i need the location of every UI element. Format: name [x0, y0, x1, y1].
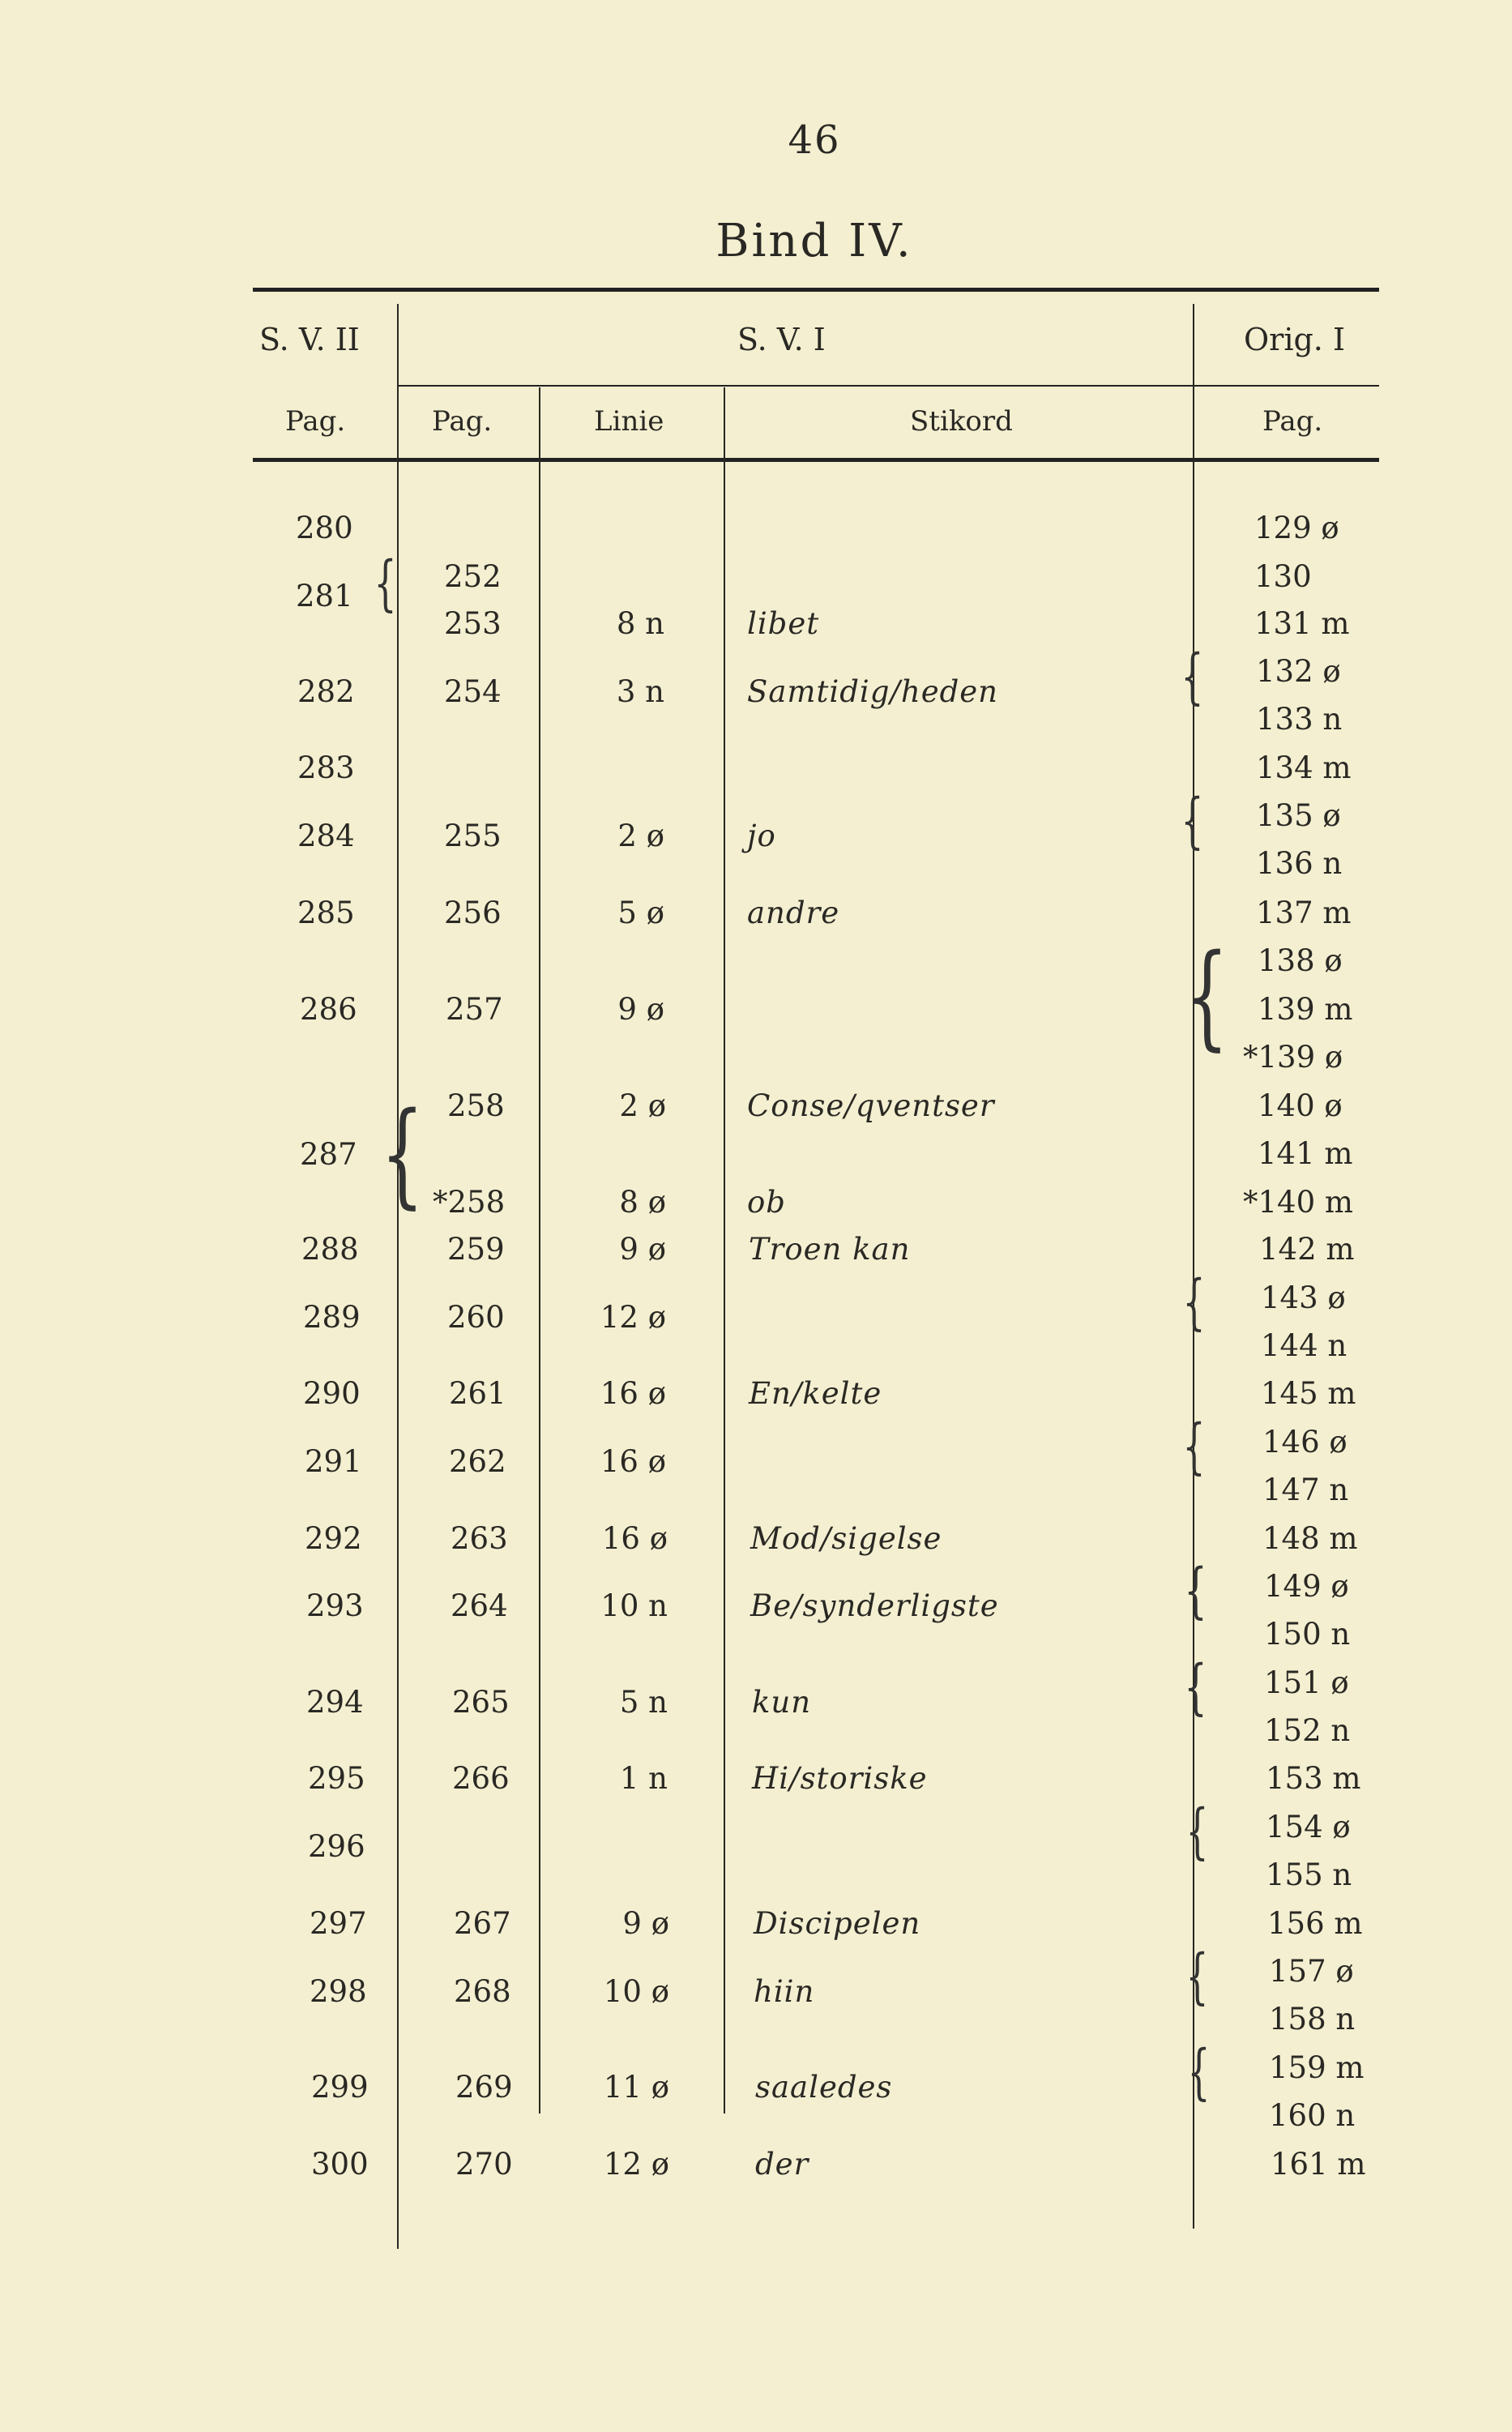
header-divider [397, 385, 1379, 387]
column-divider-sv2 [397, 304, 399, 2249]
orig-pag-cell: 131 m [1254, 606, 1350, 641]
orig-pag-cell: 129 ø [1254, 511, 1339, 545]
sv1-pag-cell: 267 [454, 1906, 511, 1941]
sv2-pag-cell: 285 [297, 895, 355, 930]
linie-cell: 3 n [616, 674, 664, 709]
sv2-pag-cell: 283 [297, 750, 355, 785]
linie-cell: 9 ø [619, 1232, 666, 1267]
linie-cell: 9 ø [617, 992, 664, 1027]
sv2-pag-cell: 290 [303, 1376, 361, 1411]
linie-cell: 8 n [616, 606, 664, 641]
sv1-pag-cell: 253 [444, 606, 502, 641]
brace-orig-154: { [1185, 1797, 1209, 1866]
stikord-cell: Samtidig/heden [747, 674, 998, 709]
orig-pag-cell: 140 ø [1258, 1088, 1343, 1123]
brace-281: { [374, 549, 397, 618]
header-orig: Orig. I [1244, 322, 1345, 357]
sv1-pag-cell: 268 [454, 1974, 511, 2009]
orig-pag-cell: 145 m [1261, 1376, 1356, 1411]
sv2-pag-cell: 294 [306, 1685, 364, 1720]
brace-orig-138: { [1185, 930, 1229, 1062]
orig-pag-cell: 143 ø [1261, 1280, 1346, 1315]
sv1-pag-cell: 265 [452, 1685, 510, 1720]
sv1-pag-cell: 252 [444, 559, 502, 594]
stikord-cell: saaledes [755, 2070, 893, 2105]
orig-pag-cell: 149 ø [1264, 1569, 1349, 1604]
linie-cell: 11 ø [603, 2070, 669, 2105]
header-sv2: S. V. II [259, 322, 360, 357]
orig-pag-cell: 154 ø [1266, 1810, 1351, 1844]
sv1-pag-cell: 258 [447, 1088, 505, 1123]
stikord-cell: En/kelte [749, 1376, 882, 1411]
sv2-pag-cell: 292 [305, 1521, 362, 1556]
orig-pag-cell: 147 n [1262, 1472, 1349, 1507]
linie-cell: 5 ø [617, 895, 664, 930]
orig-pag-cell: 139 m [1258, 992, 1353, 1027]
brace-orig-132: { [1181, 642, 1204, 712]
linie-cell: 16 ø [600, 1376, 666, 1411]
orig-pag-cell: 141 m [1258, 1136, 1353, 1171]
page-number: 46 [788, 118, 841, 163]
orig-pag-cell: 150 n [1264, 1617, 1351, 1652]
orig-pag-cell: 144 n [1261, 1328, 1348, 1363]
sv2-pag-cell: 296 [308, 1829, 365, 1864]
orig-pag-cell: 133 n [1256, 702, 1343, 737]
orig-pag-cell: 146 ø [1262, 1425, 1348, 1460]
brace-orig-143: { [1182, 1267, 1206, 1337]
sv1-pag-cell: 257 [446, 992, 503, 1027]
sv1-pag-cell: 261 [449, 1376, 506, 1411]
orig-pag-cell: 148 m [1262, 1521, 1358, 1556]
column-divider-pag-linie [539, 387, 540, 2114]
orig-pag-cell: 153 m [1266, 1761, 1361, 1796]
header-bottom-rule [253, 458, 1379, 462]
subheader-sv2-pag: Pag. [285, 405, 346, 438]
sv1-pag-cell: 264 [451, 1588, 508, 1623]
orig-pag-cell: *139 ø [1243, 1040, 1343, 1075]
orig-pag-cell: 152 n [1264, 1713, 1351, 1748]
linie-cell: 12 ø [600, 1300, 666, 1335]
linie-cell: 2 ø [617, 819, 664, 853]
stikord-cell: libet [747, 606, 820, 641]
sv2-pag-cell: 295 [308, 1761, 365, 1796]
linie-cell: 5 n [619, 1685, 668, 1720]
column-divider-orig [1193, 304, 1194, 2229]
sv2-pag-cell: 282 [297, 674, 355, 709]
orig-pag-cell: 135 ø [1256, 798, 1341, 833]
linie-cell: 10 n [600, 1588, 668, 1623]
sv2-pag-cell: 289 [303, 1300, 361, 1335]
sv1-pag-cell: 266 [452, 1761, 510, 1796]
brace-orig-159: { [1187, 2037, 1211, 2107]
orig-pag-cell: 136 n [1256, 846, 1343, 881]
sv2-pag-cell: 284 [297, 819, 355, 853]
stikord-cell: Hi/storiske [752, 1761, 928, 1796]
top-rule [253, 288, 1379, 292]
sv2-pag-cell: 288 [301, 1232, 359, 1267]
orig-pag-cell: 132 ø [1256, 654, 1341, 689]
orig-pag-cell: 130 [1254, 559, 1312, 594]
sv1-pag-cell: 255 [444, 819, 502, 853]
sv2-pag-cell: 287 [300, 1137, 357, 1172]
sv1-pag-cell: 262 [449, 1444, 506, 1479]
orig-pag-cell: 158 n [1269, 2002, 1356, 2037]
subheader-stikord: Stikord [910, 405, 1013, 438]
sv2-pag-cell: 281 [296, 579, 353, 613]
linie-cell: 12 ø [603, 2147, 669, 2182]
stikord-cell: kun [752, 1685, 812, 1720]
linie-cell: 8 ø [619, 1185, 666, 1220]
sv2-pag-cell: 293 [306, 1588, 364, 1623]
volume-title: Bind IV. [715, 215, 913, 267]
sv1-pag-cell: 270 [455, 2147, 513, 2182]
orig-pag-cell: 161 m [1271, 2147, 1366, 2182]
subheader-sv1-pag: Pag. [432, 405, 493, 438]
sv2-pag-cell: 298 [310, 1974, 367, 2009]
sv1-pag-cell: *258 [433, 1185, 506, 1220]
orig-pag-cell: 155 n [1266, 1857, 1352, 1892]
linie-cell: 9 ø [622, 1906, 669, 1941]
sv2-pag-cell: 299 [311, 2070, 369, 2105]
orig-pag-cell: 159 m [1269, 2050, 1365, 2085]
stikord-cell: jo [747, 819, 776, 853]
orig-pag-cell: 137 m [1256, 895, 1352, 930]
orig-pag-cell: 156 m [1267, 1906, 1363, 1941]
brace-orig-151: { [1184, 1652, 1207, 1722]
orig-pag-cell: 142 m [1259, 1232, 1355, 1267]
orig-pag-cell: 138 ø [1258, 943, 1343, 978]
stikord-cell: Discipelen [754, 1906, 921, 1941]
stikord-cell: ob [747, 1185, 786, 1220]
linie-cell: 1 n [619, 1761, 668, 1796]
sv2-pag-cell: 300 [311, 2147, 369, 2182]
header-sv1: S. V. I [737, 322, 826, 357]
orig-pag-cell: 151 ø [1264, 1665, 1349, 1700]
linie-cell: 16 ø [601, 1521, 668, 1556]
brace-orig-135: { [1181, 786, 1204, 856]
orig-pag-cell: 157 ø [1269, 1954, 1354, 1989]
linie-cell: 10 ø [603, 1974, 669, 2009]
stikord-cell: Troen kan [749, 1232, 911, 1267]
sv2-pag-cell: 291 [305, 1444, 362, 1479]
stikord-cell: hiin [754, 1974, 815, 2009]
stikord-cell: andre [747, 895, 840, 930]
orig-pag-cell: 134 m [1256, 750, 1352, 785]
stikord-cell: Mod/sigelse [750, 1521, 942, 1556]
sv1-pag-cell: 259 [447, 1232, 505, 1267]
sv1-pag-cell: 254 [444, 674, 502, 709]
sv2-pag-cell: 280 [296, 511, 353, 545]
stikord-cell: Conse/qventser [747, 1088, 995, 1123]
brace-orig-157: { [1185, 1942, 1209, 2011]
linie-cell: 2 ø [619, 1088, 666, 1123]
brace-orig-146: { [1182, 1412, 1206, 1481]
stikord-cell: Be/synderligste [750, 1588, 999, 1623]
column-divider-linie-stikord [724, 387, 725, 2114]
subheader-linie: Linie [594, 405, 664, 438]
stikord-cell: der [755, 2147, 809, 2182]
brace-orig-149: { [1184, 1556, 1207, 1626]
subheader-orig-pag: Pag. [1262, 405, 1323, 438]
sv1-pag-cell: 269 [455, 2070, 513, 2105]
orig-pag-cell: *140 m [1243, 1185, 1353, 1220]
sv2-pag-cell: 286 [300, 992, 357, 1027]
sv1-pag-cell: 260 [447, 1300, 505, 1335]
orig-pag-cell: 160 n [1269, 2098, 1356, 2133]
brace-287: { [380, 1088, 425, 1220]
linie-cell: 16 ø [600, 1444, 666, 1479]
sv1-pag-cell: 256 [444, 895, 502, 930]
sv1-pag-cell: 263 [451, 1521, 508, 1556]
sv2-pag-cell: 297 [310, 1906, 367, 1941]
